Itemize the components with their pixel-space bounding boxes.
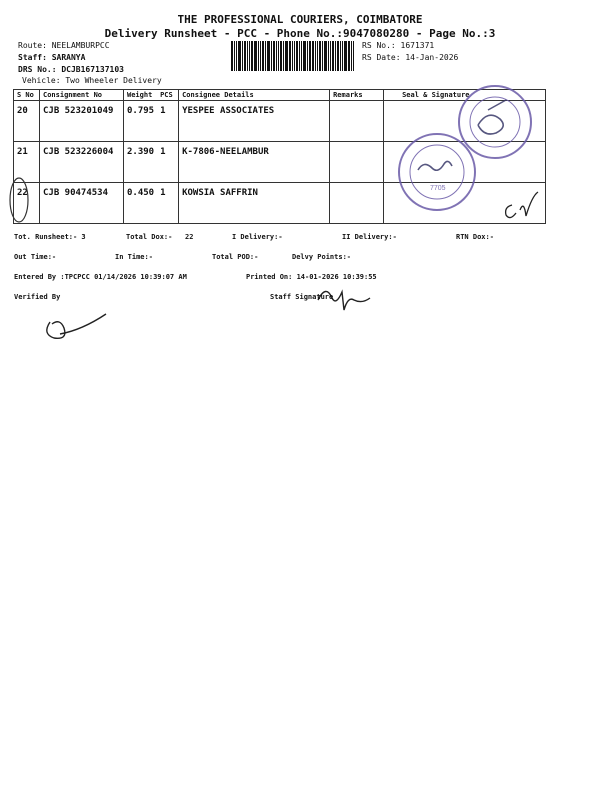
row-consignee: K-7806-NEELAMBUR <box>179 142 330 183</box>
rtn-dox: RTN Dox:- <box>456 233 494 241</box>
entered-by: Entered By :TPCPCC 01/14/2026 10:39:07 AM <box>14 273 187 281</box>
row-pcs: 1 <box>157 101 179 142</box>
delvy-points: Delvy Points:- <box>292 253 352 261</box>
i-delivery: I Delivery:- <box>232 233 283 241</box>
row-consignment: CJB 523226004 <box>40 142 124 183</box>
drs-number: DRS No.: DCJB167137103 <box>18 65 124 74</box>
bank-seal-code: 7705 <box>430 185 446 192</box>
yespee-seal-stamp <box>459 86 531 158</box>
verified-by-signature <box>47 314 106 338</box>
printed-on: Printed On: 14-01-2026 10:39:55 <box>246 273 377 281</box>
col-sno: S No <box>14 90 40 101</box>
hand-drawn-oval <box>10 178 28 222</box>
out-time: Out Time:- <box>14 253 57 261</box>
staff-signature-label: Staff Signature <box>270 293 334 301</box>
row-weight: 0.450 <box>124 183 158 224</box>
row-consignment: CJB 90474534 <box>40 183 124 224</box>
col-pcs: PCS <box>157 90 179 101</box>
row-pcs: 1 <box>157 183 179 224</box>
verified-by-label: Verified By <box>14 293 61 301</box>
row-consignment: CJB 523201049 <box>40 101 124 142</box>
ii-delivery: II Delivery:- <box>342 233 397 241</box>
row-weight: 0.795 <box>124 101 158 142</box>
rs-date: RS Date: 14-Jan-2026 <box>362 53 459 62</box>
vehicle-label: Vehicle: Two Wheeler Delivery <box>22 76 162 85</box>
col-remarks: Remarks <box>330 90 384 101</box>
row-consignee: YESPEE ASSOCIATES <box>179 101 330 142</box>
col-consignment: Consignment No <box>40 90 124 101</box>
row-sno: 20 <box>14 101 40 142</box>
icici-bank-seal-stamp <box>399 134 475 210</box>
tot-runsheet: Tot. Runsheet:- 3 <box>14 233 86 241</box>
runsheet-subtitle: Delivery Runsheet - PCC - Phone No.:9047080280 - Page No.:3 <box>104 27 496 40</box>
row-consignee: KOWSIA SAFFRIN <box>179 183 330 224</box>
handwritten-signature-row22 <box>506 192 538 218</box>
col-weight: Weight <box>124 90 158 101</box>
total-dox: Total Dox:- 22 <box>126 233 194 241</box>
col-consignee: Consignee Details <box>179 90 330 101</box>
row-weight: 2.390 <box>124 142 158 183</box>
row-sno: 22 <box>14 183 40 224</box>
row-pcs: 1 <box>157 142 179 183</box>
in-time: In Time:- <box>115 253 153 261</box>
route-label: Route: NEELAMBURPCC <box>18 41 110 50</box>
row-sno: 21 <box>14 142 40 183</box>
company-name: THE PROFESSIONAL COURIERS, COIMBATORE <box>177 13 423 26</box>
rs-number: RS No.: 1671371 <box>362 41 435 50</box>
col-seal: Seal & Signature <box>384 90 546 101</box>
staff-label: Staff: SARANYA <box>18 53 86 62</box>
total-pod: Total POD:- <box>212 253 259 261</box>
